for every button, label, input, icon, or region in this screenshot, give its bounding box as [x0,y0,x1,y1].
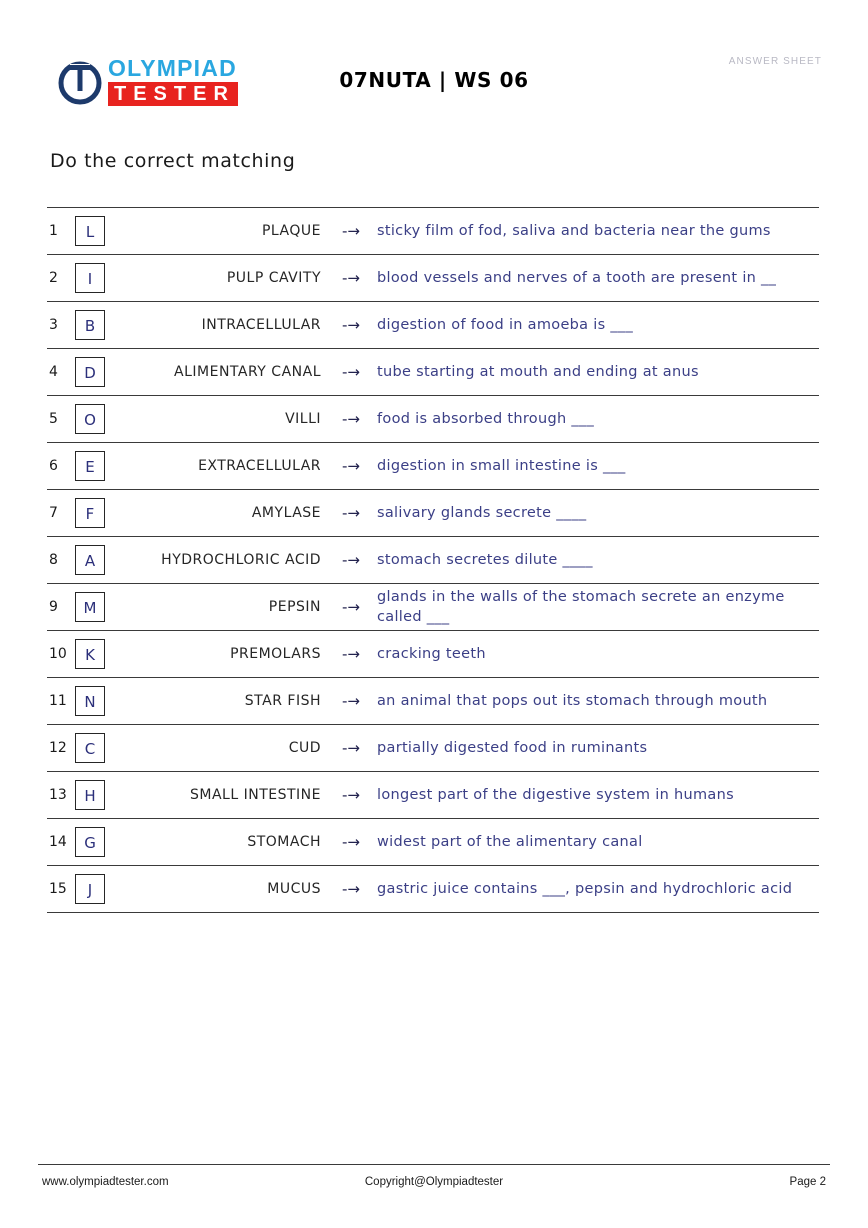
answer-cell [75,255,127,302]
answer-box[interactable]: K [75,639,105,669]
term-label: PLAQUE [261,222,321,239]
answer-box[interactable]: D [75,357,105,387]
answer-cell [75,208,127,255]
table-row [47,866,819,913]
description-text: widest part of the alimentary canal [377,834,643,850]
answer-box[interactable]: J [75,874,105,904]
table-row [47,678,819,725]
row-number: 7 [49,505,58,521]
description-text: blood vessels and nerves of a tooth are present in __ [377,270,777,286]
page-title: 07NUTA | WS 06 [339,68,529,92]
term-label: PREMOLARS [230,645,321,662]
term-label: INTRACELLULAR [201,316,321,333]
description-text: digestion of food in amoeba is ___ [377,317,634,333]
arrow-icon: -→ [342,222,360,240]
row-number: 9 [49,599,58,615]
answer-box[interactable]: A [75,545,105,575]
table-row [47,772,819,819]
description-text: partially digested food in ruminants [377,740,648,756]
answer-cell [75,537,127,584]
row-number: 13 [49,787,67,803]
answer-box[interactable]: N [75,686,105,716]
answer-cell [75,866,127,913]
row-number: 4 [49,364,58,380]
page-header [0,48,868,114]
page-footer [38,1176,830,1196]
term-label: PEPSIN [268,598,321,615]
arrow-icon: -→ [342,316,360,334]
arrow-icon: -→ [342,833,360,851]
table-row [47,584,819,631]
row-number: 1 [49,223,58,239]
answer-box[interactable]: M [75,592,105,622]
answer-cell [75,349,127,396]
table-row [47,208,819,255]
description-text: food is absorbed through ___ [377,411,594,427]
term-label: PULP CAVITY [226,269,321,286]
answer-cell [75,725,127,772]
answer-box[interactable]: B [75,310,105,340]
arrow-icon: -→ [342,598,360,616]
arrow-icon: -→ [342,880,360,898]
row-number: 2 [49,270,58,286]
description-text: salivary glands secrete ____ [377,505,587,521]
table-row [47,396,819,443]
description-text: sticky film of fod, saliva and bacteria near the gums [377,223,771,239]
term-label: STOMACH [247,833,321,850]
answer-box[interactable]: O [75,404,105,434]
footer-copyright: Copyright@Olympiadtester [364,1176,504,1188]
answer-box[interactable]: L [75,216,105,246]
table-row [47,537,819,584]
arrow-icon: -→ [342,457,360,475]
description-text: tube starting at mouth and ending at anus [377,364,699,380]
term-label: STAR FISH [244,692,321,709]
description-text: gastric juice contains ___, pepsin and hydrochloric acid [377,881,793,897]
arrow-icon: -→ [342,269,360,287]
term-label: AMYLASE [251,504,321,521]
arrow-icon: -→ [342,410,360,428]
footer-website[interactable]: www.olympiadtester.com [42,1176,169,1188]
description-text: cracking teeth [377,646,486,662]
answer-box[interactable]: C [75,733,105,763]
arrow-icon: -→ [342,645,360,663]
answer-cell [75,772,127,819]
answer-cell [75,396,127,443]
arrow-icon: -→ [342,551,360,569]
logo-top-text: OLYMPIAD [108,55,237,81]
answer-box[interactable]: E [75,451,105,481]
description-text: glands in the walls of the stomach secrete an enzyme called ___ [377,589,785,625]
term-label: SMALL INTESTINE [190,786,321,803]
logo-bottom-text: TESTER [108,82,238,106]
arrow-icon: -→ [342,739,360,757]
answer-cell [75,490,127,537]
footer-page-number: Page 2 [789,1176,826,1188]
table-row [47,490,819,537]
answer-cell [75,678,127,725]
answer-cell [75,631,127,678]
table-row [47,255,819,302]
row-number: 5 [49,411,58,427]
description-text: longest part of the digestive system in humans [377,787,734,803]
table-row [47,349,819,396]
instruction-text: Do the correct matching [50,150,296,172]
row-number: 10 [49,646,67,662]
answer-cell [75,302,127,349]
description-text: stomach secretes dilute ____ [377,552,593,568]
row-number: 15 [49,881,67,897]
term-label: EXTRACELLULAR [198,457,321,474]
table-row [47,302,819,349]
answer-box[interactable]: H [75,780,105,810]
description-text: an animal that pops out its stomach through mouth [377,693,768,709]
answer-sheet-tag: ANSWER SHEET [728,56,822,67]
answer-box[interactable]: I [75,263,105,293]
arrow-icon: -→ [342,786,360,804]
term-label: CUD [288,739,321,756]
row-number: 11 [49,693,67,709]
row-number: 3 [49,317,58,333]
arrow-icon: -→ [342,692,360,710]
answer-box[interactable]: F [75,498,105,528]
answer-cell [75,584,127,631]
row-number: 12 [49,740,67,756]
table-row [47,725,819,772]
table-row [47,631,819,678]
term-label: HYDROCHLORIC ACID [161,551,321,568]
answer-cell [75,443,127,490]
table-row [47,819,819,866]
description-text: digestion in small intestine is ___ [377,458,626,474]
term-label: ALIMENTARY CANAL [174,363,321,380]
answer-cell [75,819,127,866]
matching-table [47,207,819,913]
arrow-icon: -→ [342,363,360,381]
row-number: 14 [49,834,67,850]
term-label: MUCUS [267,880,321,897]
answer-box[interactable]: G [75,827,105,857]
footer-divider [38,1164,830,1165]
term-label: VILLI [285,410,321,427]
arrow-icon: -→ [342,504,360,522]
table-row [47,443,819,490]
row-number: 8 [49,552,58,568]
row-number: 6 [49,458,58,474]
